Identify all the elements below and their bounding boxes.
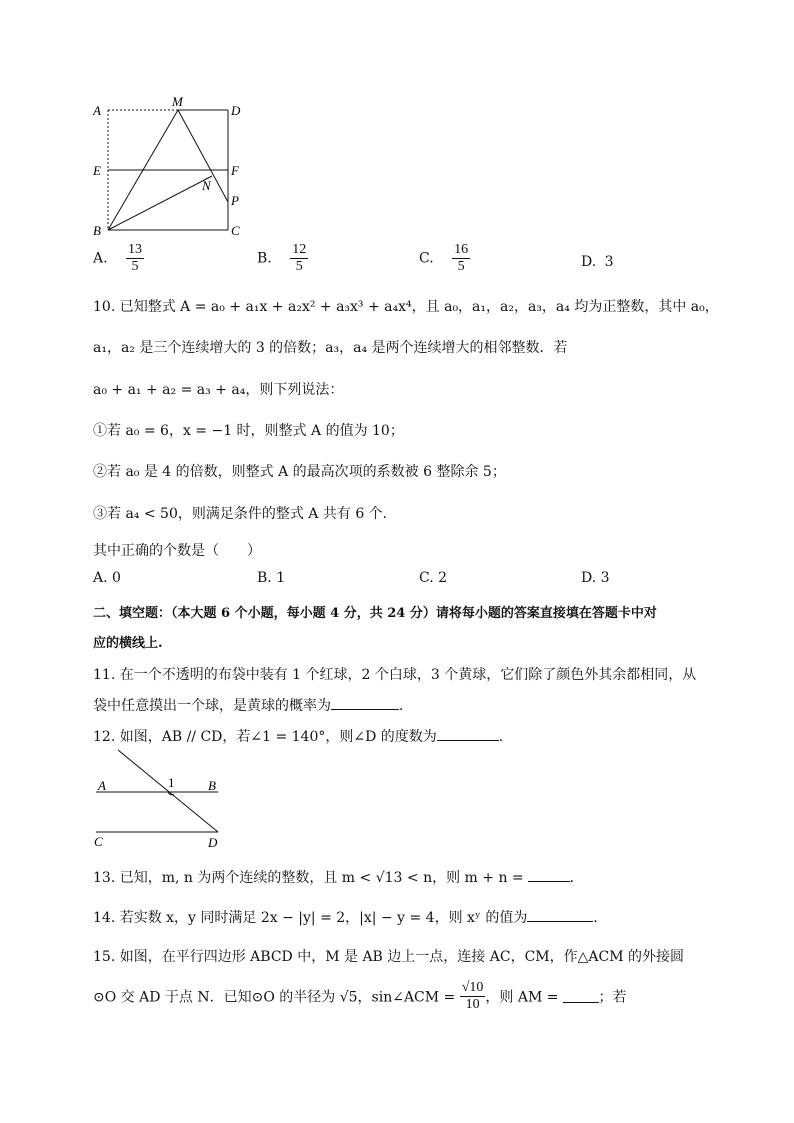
option-letter: D. — [581, 254, 597, 270]
q11-text: 袋中任意摸出一个球，是黄球的概率为 — [93, 698, 331, 714]
label-one: 1 — [168, 775, 175, 790]
q15-text: ⊙O 交 AD 于点 N．已知⊙O 的半径为 √5，sin∠ACM = — [93, 989, 456, 1006]
denominator: 5 — [131, 259, 139, 274]
section-heading-line-2: 应的横线上. — [93, 636, 163, 651]
numerator: 16 — [454, 242, 469, 257]
q12-text: 12. 如图，AB // CD，若∠1 = 140°，则∠D 的度数为 — [93, 729, 437, 745]
option-letter: A. — [93, 250, 108, 267]
option-fraction — [290, 242, 308, 275]
q10-option-d[interactable]: D. 3 — [581, 570, 610, 586]
label-F: F — [231, 163, 239, 178]
q9-option-d[interactable] — [581, 254, 614, 270]
q15-text-3: ；若 — [598, 989, 627, 1006]
q9-option-a[interactable] — [93, 242, 144, 275]
q13-line — [93, 867, 584, 887]
label-E: E — [93, 163, 101, 178]
q10-question: 其中正确的个数是（ ） — [93, 543, 261, 559]
label-A: A — [98, 778, 106, 793]
option-letter: C. — [419, 250, 434, 267]
label-M: M — [172, 94, 183, 109]
q10-statement-3: ③若 a₄ < 50，则满足条件的整式 A 共有 6 个． — [93, 506, 397, 522]
q10-option-b[interactable]: B. 1 — [257, 570, 286, 586]
q10-option-a[interactable]: A. 0 — [93, 570, 121, 586]
q15-fraction — [460, 980, 486, 1013]
q11-line-1: 11. 在一个不透明的布袋中装有 1 个红球，2 个白球，3 个黄球，它们除了颜色外其余都相同，从 — [93, 667, 697, 683]
q11-answer-blank[interactable] — [331, 697, 399, 710]
q15-line-1: 15. 如图，在平行四边形 ABCD 中，M 是 AB 边上一点，连接 AC，CM，作△ACM 的外接圆 — [93, 949, 684, 965]
label-P: P — [231, 193, 239, 208]
q15-text-2: ，则 AM = — [485, 989, 559, 1006]
label-N: N — [202, 178, 211, 193]
denominator: 5 — [295, 259, 303, 274]
q12-end: . — [498, 729, 504, 745]
label-C: C — [94, 834, 103, 849]
option-fraction — [126, 242, 144, 275]
option-fraction — [452, 242, 470, 275]
q13-end: ． — [569, 870, 584, 886]
q14-answer-blank[interactable] — [527, 909, 593, 922]
q9-option-b[interactable] — [257, 242, 308, 275]
q10-line-1: 10. 已知整式 A = a₀ + a₁x + a₂x² + a₃x³ + a₄x⁴，且 a₀，a₁，a₂，a₃，a₄ 均为正整数，其中 a₀， — [93, 299, 719, 315]
q14-line — [93, 907, 607, 927]
q11-line-2 — [93, 695, 413, 715]
label-B: B — [208, 778, 216, 793]
q12-answer-blank[interactable] — [437, 728, 499, 741]
numerator: 13 — [128, 242, 143, 257]
section-heading-line-1: 二、填空题：（本大题 6 个小题，每小题 4 分，共 24 分）请将每小题的答案直接填在答题卡中对 — [93, 606, 657, 621]
label-D: D — [208, 835, 218, 850]
q9-geometry-figure — [88, 92, 258, 242]
numerator: 12 — [292, 242, 307, 257]
q14-end: ． — [593, 910, 608, 926]
q12-parallel-lines-figure — [90, 746, 240, 852]
label-C: C — [231, 223, 240, 238]
q13-answer-blank[interactable] — [528, 869, 570, 882]
label-D: D — [231, 103, 241, 118]
q9-option-c[interactable] — [419, 242, 470, 275]
denominator: 5 — [457, 259, 465, 274]
q11-end: ． — [399, 698, 413, 714]
q10-option-c[interactable]: C. 2 — [419, 570, 448, 586]
q12-line — [93, 726, 503, 746]
denominator: 10 — [465, 997, 480, 1012]
q15-line-2 — [93, 980, 627, 1013]
option-value: 3 — [604, 254, 614, 270]
q10-statement-1: ①若 a₀ = 6，x = −1 时，则整式 A 的值为 10； — [93, 423, 404, 439]
option-letter: B. — [257, 250, 272, 267]
q15-answer-blank[interactable] — [563, 990, 599, 1003]
numerator: √10 — [461, 980, 484, 995]
q10-statement-2: ②若 a₀ 是 4 的倍数，则整式 A 的最高次项的系数被 6 整除余 5； — [93, 464, 506, 480]
q10-line-2: a₁，a₂ 是三个连续增大的 3 的倍数；a₃，a₄ 是两个连续增大的相邻整数．若 — [93, 340, 568, 356]
q10-line-3: a₀ + a₁ + a₂ = a₃ + a₄，则下列说法： — [93, 382, 344, 398]
label-B: B — [93, 223, 101, 238]
q13-text: 13. 已知，m, n 为两个连续的整数，且 m < √13 < n，则 m + n = — [93, 870, 524, 886]
label-A: A — [93, 103, 101, 118]
q14-text: 14. 若实数 x，y 同时满足 2x − |y| = 2，|x| − y = 4，则 xʸ 的值为 — [93, 910, 528, 926]
transversal — [118, 750, 218, 832]
